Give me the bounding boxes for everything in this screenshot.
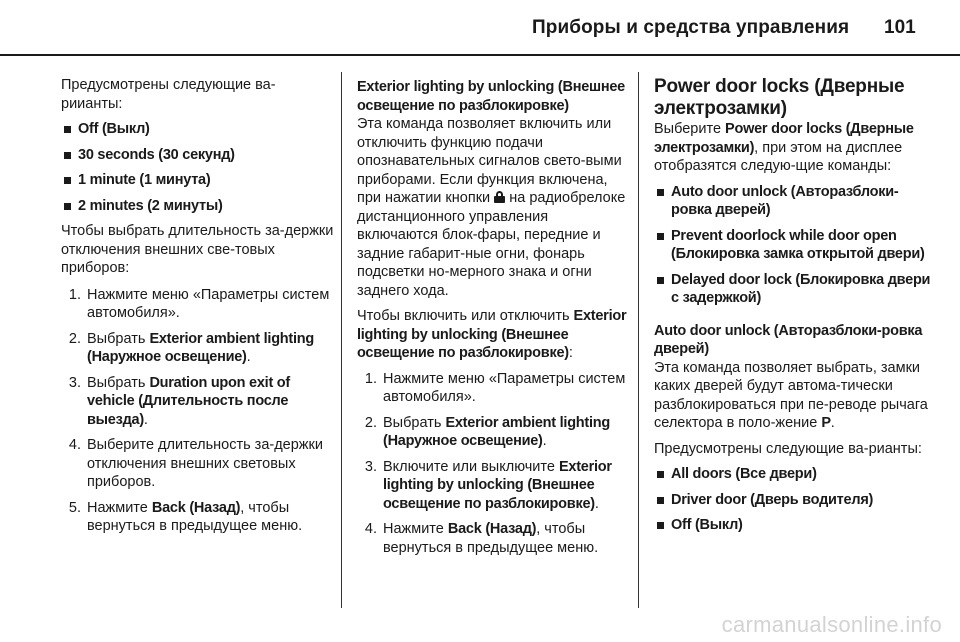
- bullet-square-icon: [657, 471, 664, 478]
- bullet-square-icon: [657, 233, 664, 240]
- page-header: [0, 0, 960, 50]
- column-divider-2: [638, 72, 639, 608]
- step-item: 4. Нажмите Back (Назад), чтобы вернуться в предыдущее меню.: [364, 521, 599, 556]
- section-heading: Exterior lighting by unlocking (Внешнее освещение по разблокировке): [357, 79, 625, 114]
- step-item: 3. Включите или выключите Exterior lighting by unlocking (Внешнее освещение по разблокировке).: [364, 458, 612, 512]
- column-3: [654, 76, 937, 542]
- option-item: 1 minute (1 минута): [61, 171, 334, 190]
- watermark: carmanualsonline.info: [721, 612, 942, 637]
- description-text: Эта команда позволяет выбрать, замки каких дверей будут автома-тически разблокироваться при пе-реводе рычага селектора в поло-жение P.: [654, 359, 928, 431]
- step-item: 3. Выбрать Duration upon exit of vehicle (Длительность после выезда).: [68, 374, 290, 428]
- bullet-square-icon: [64, 177, 71, 184]
- intro-text: Предусмотрены следующие ва-рианты:: [654, 440, 922, 457]
- step-item: 4. Выберите длительность за-держки отключения внешних световых приборов.: [68, 437, 323, 490]
- step-item: 1. Нажмите меню «Параметры систем автомобиля».: [364, 370, 626, 405]
- step-item: 5. Нажмите Back (Назад), чтобы вернуться в предыдущее меню.: [68, 499, 303, 534]
- bullet-square-icon: [657, 497, 664, 504]
- section-heading: Power door locks (Дверные электрозамки): [654, 76, 905, 119]
- command-item: Auto door unlock (Автоpазблоки-ровка дверей): [654, 183, 937, 220]
- bullet-square-icon: [64, 152, 71, 159]
- header-rule: [0, 54, 960, 56]
- column-2: [357, 78, 629, 564]
- step-item: 2. Выбрать Exterior ambient lighting (Наружное освещение).: [364, 414, 610, 449]
- page-title: Приборы и средства управления: [532, 17, 850, 38]
- step-item: 1. Нажмите меню «Параметры систем автомобиля».: [68, 286, 330, 321]
- option-item: 30 seconds (30 секунд): [61, 146, 334, 165]
- option-item: All doors (Все двери): [654, 465, 937, 484]
- intro-text: Выберите Power door locks (Дверные электрозамки), при этом на дисплее отобразятся следую-щие команды:: [654, 121, 914, 174]
- option-item: Off (Выкл): [61, 120, 334, 139]
- bullet-square-icon: [657, 522, 664, 529]
- option-item: Off (Выкл): [654, 516, 937, 535]
- intro-text: Предусмотрены следующие ва-риианты:: [61, 77, 276, 112]
- bullet-square-icon: [657, 189, 664, 196]
- step-item: 2. Выбрать Exterior ambient lighting (Наружное освещение).: [68, 330, 314, 365]
- option-item: 2 minutes (2 минуты): [61, 197, 334, 216]
- bullet-square-icon: [64, 203, 71, 210]
- bullet-square-icon: [64, 126, 71, 133]
- description-text: Эта команда позволяет включить или отключить функцию подачи опознавательных сигналов свето-выми приборами. Если функция включена, при нажатии кнопки на радиобрелоке дистанционного управления включаются блок-фары, передние и задние габарит-ные огни, фонарь подсветки но-мерного знака и огни заднего хода.: [357, 116, 626, 299]
- command-item: Delayed door lock (Блокировка двери с задержкой): [654, 271, 937, 308]
- column-1: [61, 76, 334, 543]
- instruction-text: Чтобы выбрать длительность за-держки отключения внешних све-товых приборов:: [61, 223, 334, 276]
- instruction-text: Чтобы включить или отключить Exterior lighting by unlocking (Внешнее освещение по разблокировке):: [357, 308, 627, 361]
- column-divider-1: [341, 72, 342, 608]
- bullet-square-icon: [657, 277, 664, 284]
- option-item: Driver door (Дверь водителя): [654, 491, 937, 510]
- page-number: 101: [884, 17, 916, 38]
- command-item: Prevent doorlock while door open (Блокировка замка открытой двери): [654, 227, 937, 264]
- lock-icon: [494, 191, 505, 203]
- sub-heading: Auto door unlock (Автоpазблоки-ровка дверей): [654, 322, 923, 357]
